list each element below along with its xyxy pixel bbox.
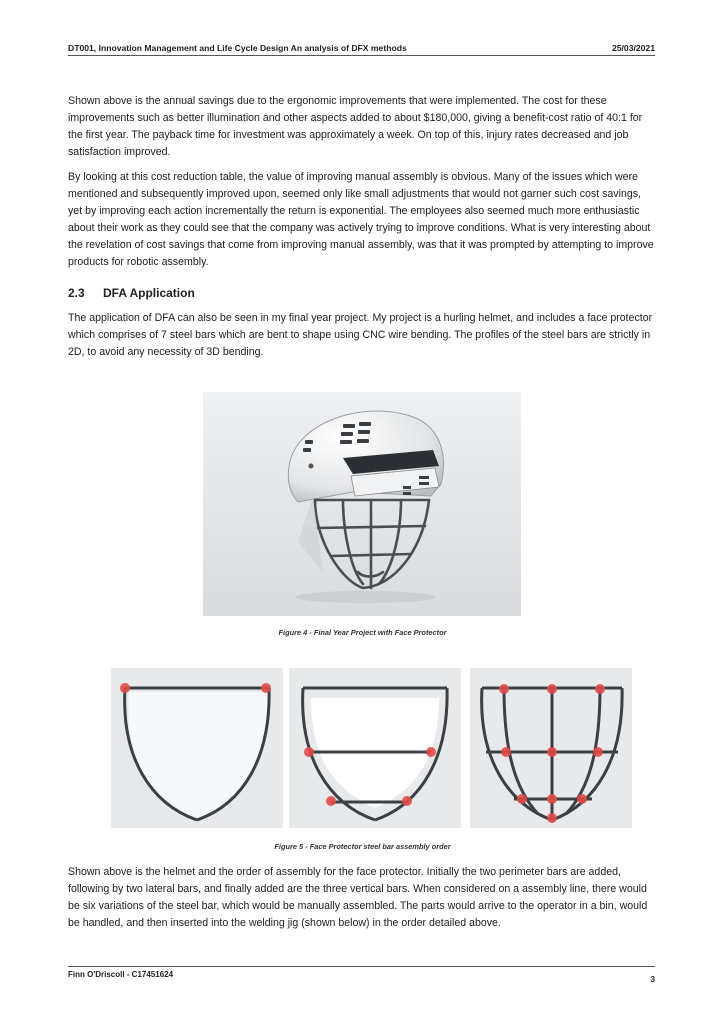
page-footer (68, 966, 655, 987)
assembly-step-lateral-image (289, 668, 461, 828)
helmet-render-image (203, 392, 521, 616)
section-heading (68, 286, 195, 300)
paragraph-assembly-order: Shown above is the helmet and the order of assembly for the face protector. Initially the two perimeter bars are added, following by two lateral bars, and finally added are the three vertical bars. When considered on a assembly line, there would be six variations of the steel bar, which would be manually assembled. The parts would arrive to the operator in a bin, would be handled, and then inserted into the welding jig (shown below) in the order detailed above. (68, 866, 648, 929)
figure4-caption: Figure 4 - Final Year Project with Face Protector (278, 628, 447, 637)
page-header (68, 41, 655, 56)
section-number: 2.3 (68, 286, 85, 300)
paragraph-cost-reduction: By looking at this cost reduction table, the value of improving manual assembly is obvious. Many of the issues which were mentioned and subsequently improved upon, seemed only like small adjustments that would not garner such cost savings, yet by improving each action incrementally the return is exponential. The employees also seemed much more enthusiastic about their work as they could see that the company was actively trying to improve conditions. What is very interesting about the revelation of cost savings that come from improving manual assembly, was that it was prompted by attempting to improve products for robotic assembly. (68, 171, 654, 268)
paragraph-annual-savings: Shown above is the annual savings due to the ergonomic improvements that were implemented. The cost for these improvements such as better illumination and other aspects added to about $180,000, giving a benefit-cost ratio of 40:1 for the first year. The payback time for investment was approximately a week. On top of this, injury rates decreased and job satisfaction improved. (68, 95, 643, 158)
assembly-step-vertical-image (470, 668, 632, 828)
header-date: 25/03/2021 (611, 43, 655, 53)
header-title: DT001, Innovation Management and Life Cycle Design An analysis of DFX methods (68, 43, 407, 53)
footer-author: Finn O'Driscoll - C17451624 (68, 970, 174, 979)
assembly-step-perimeter-image (111, 668, 283, 828)
figure5-caption: Figure 5 - Face Protector steel bar assembly order (274, 842, 451, 851)
section-title: DFA Application (103, 286, 195, 300)
page-number: 3 (650, 975, 655, 984)
paragraph-dfa-application: The application of DFA can also be seen in my final year project. My project is a hurling helmet, and includes a face protector which comprises of 7 steel bars which are bent to shape using CNC wire bending. The profiles of the steel bars are strictly in 2D, to avoid any necessity of 3D bending. (68, 312, 653, 358)
